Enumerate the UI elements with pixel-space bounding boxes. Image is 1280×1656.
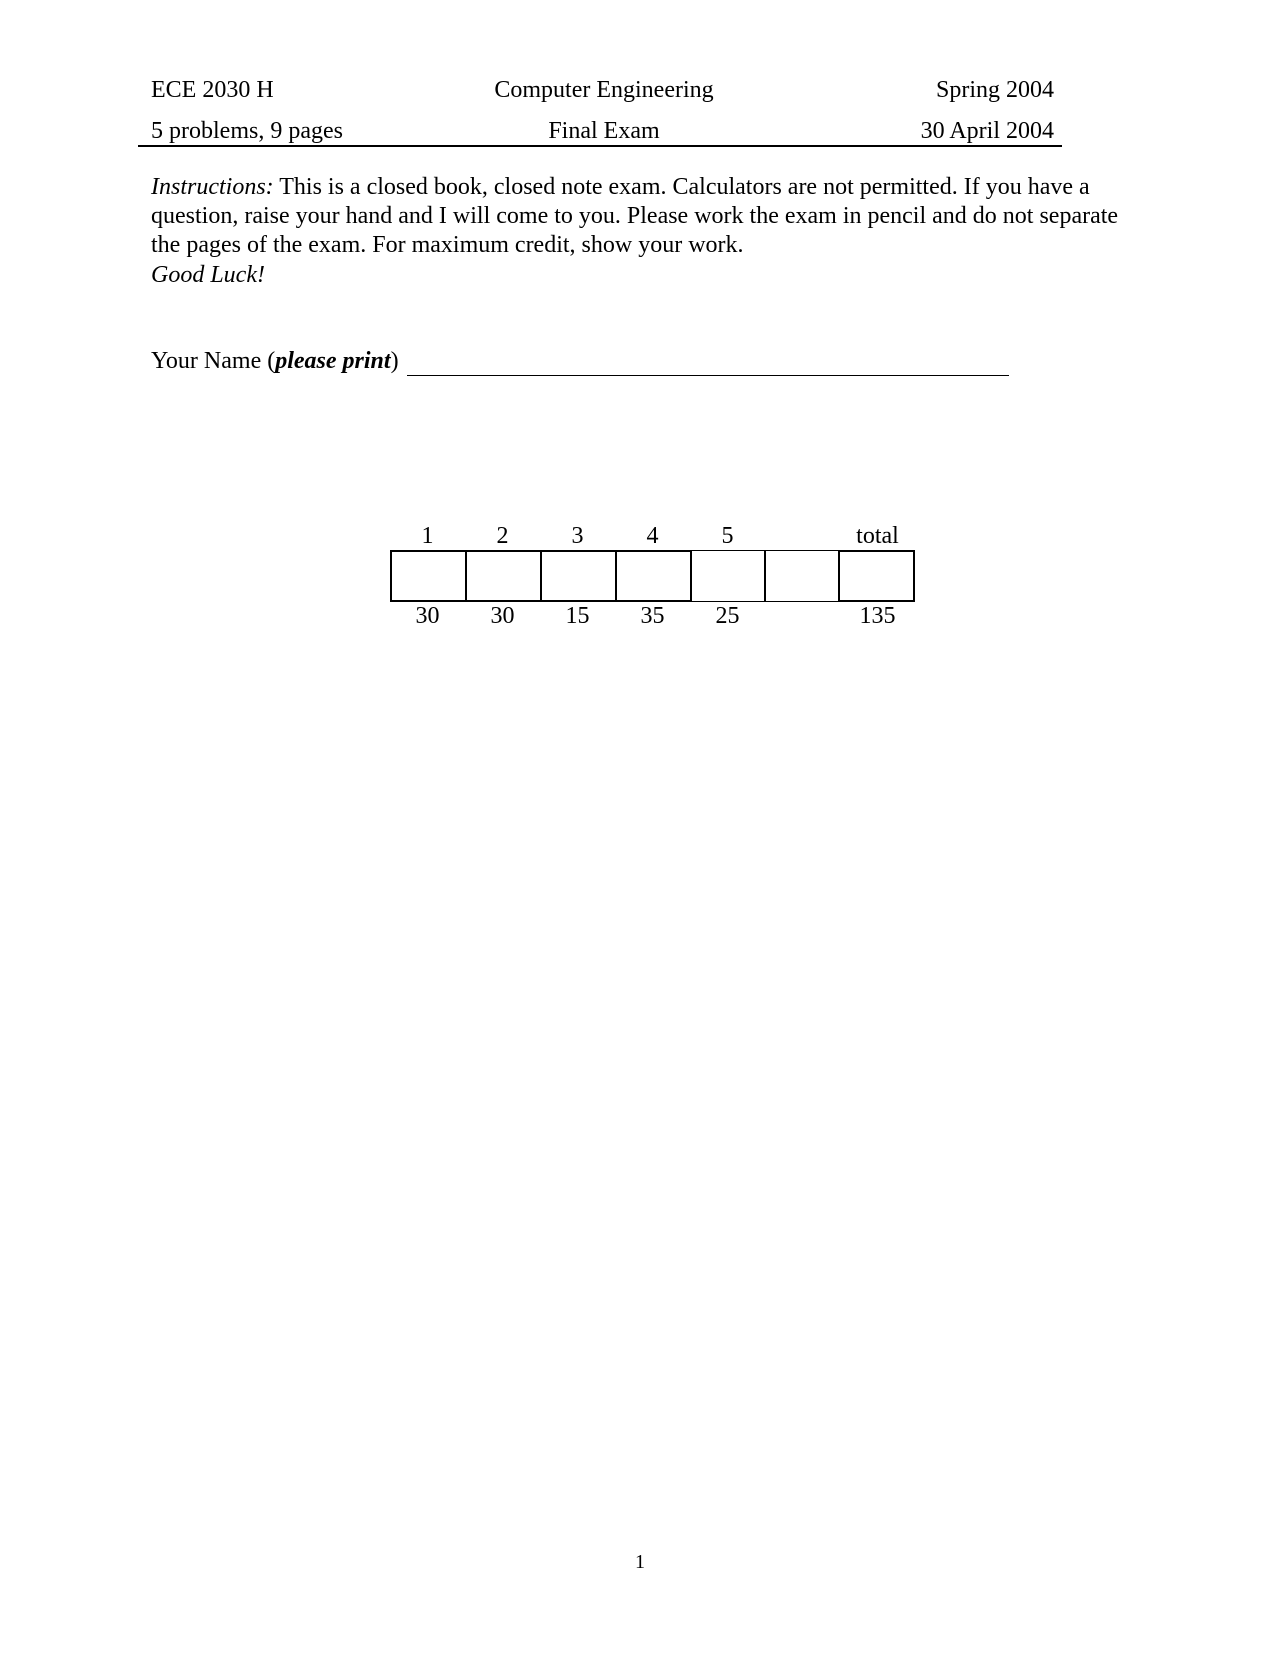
instructions-lead: Instructions:: [151, 174, 274, 200]
score-points: 25: [715, 603, 740, 629]
score-box[interactable]: [540, 550, 617, 602]
course-code: ECE 2030 H: [151, 77, 274, 103]
name-blank-line[interactable]: [407, 349, 1009, 376]
score-box[interactable]: [690, 550, 766, 602]
name-field: [151, 347, 1009, 376]
term: Spring 2004: [935, 77, 1054, 103]
good-luck: Good Luck!: [151, 262, 265, 288]
score-box[interactable]: [465, 550, 542, 602]
department: Computer Engineering: [494, 77, 714, 103]
score-labels-row: [390, 524, 915, 548]
score-label: 1: [421, 523, 434, 549]
score-points: [765, 604, 840, 628]
score-label: [765, 524, 840, 548]
score-box[interactable]: [615, 550, 692, 602]
score-points: 30: [415, 603, 440, 629]
score-points: 15: [565, 603, 590, 629]
header-divider: [138, 145, 1062, 147]
score-label: 4: [646, 523, 659, 549]
name-label-emphasis: please print: [275, 348, 391, 374]
score-box[interactable]: [764, 550, 840, 602]
score-label: 2: [496, 523, 509, 549]
score-label-total: total: [856, 523, 899, 549]
exam-type: Final Exam: [548, 118, 660, 144]
score-points-row: [390, 604, 915, 628]
score-table: [390, 524, 915, 628]
score-box[interactable]: [390, 550, 467, 602]
score-boxes-row: [390, 550, 915, 602]
name-label-end: ): [390, 348, 399, 374]
score-label: 3: [571, 523, 584, 549]
score-points: 30: [490, 603, 515, 629]
score-label: 5: [721, 523, 734, 549]
instructions: [151, 173, 1141, 260]
page-number: 1: [635, 1551, 645, 1573]
exam-date: 30 April 2004: [920, 118, 1054, 144]
name-label-start: Your Name (: [151, 348, 276, 374]
problems-pages: 5 problems, 9 pages: [151, 118, 343, 144]
score-points: 35: [640, 603, 665, 629]
score-box-total[interactable]: [838, 550, 915, 602]
instructions-body: This is a closed book, closed note exam. Calculators are not permitted. If you have a question, raise your hand and I will come to you. Please work the exam in pencil and do not separate the pages of the exam. For maximum credit, show your work.: [151, 174, 1119, 258]
score-points-total: 135: [859, 603, 896, 629]
